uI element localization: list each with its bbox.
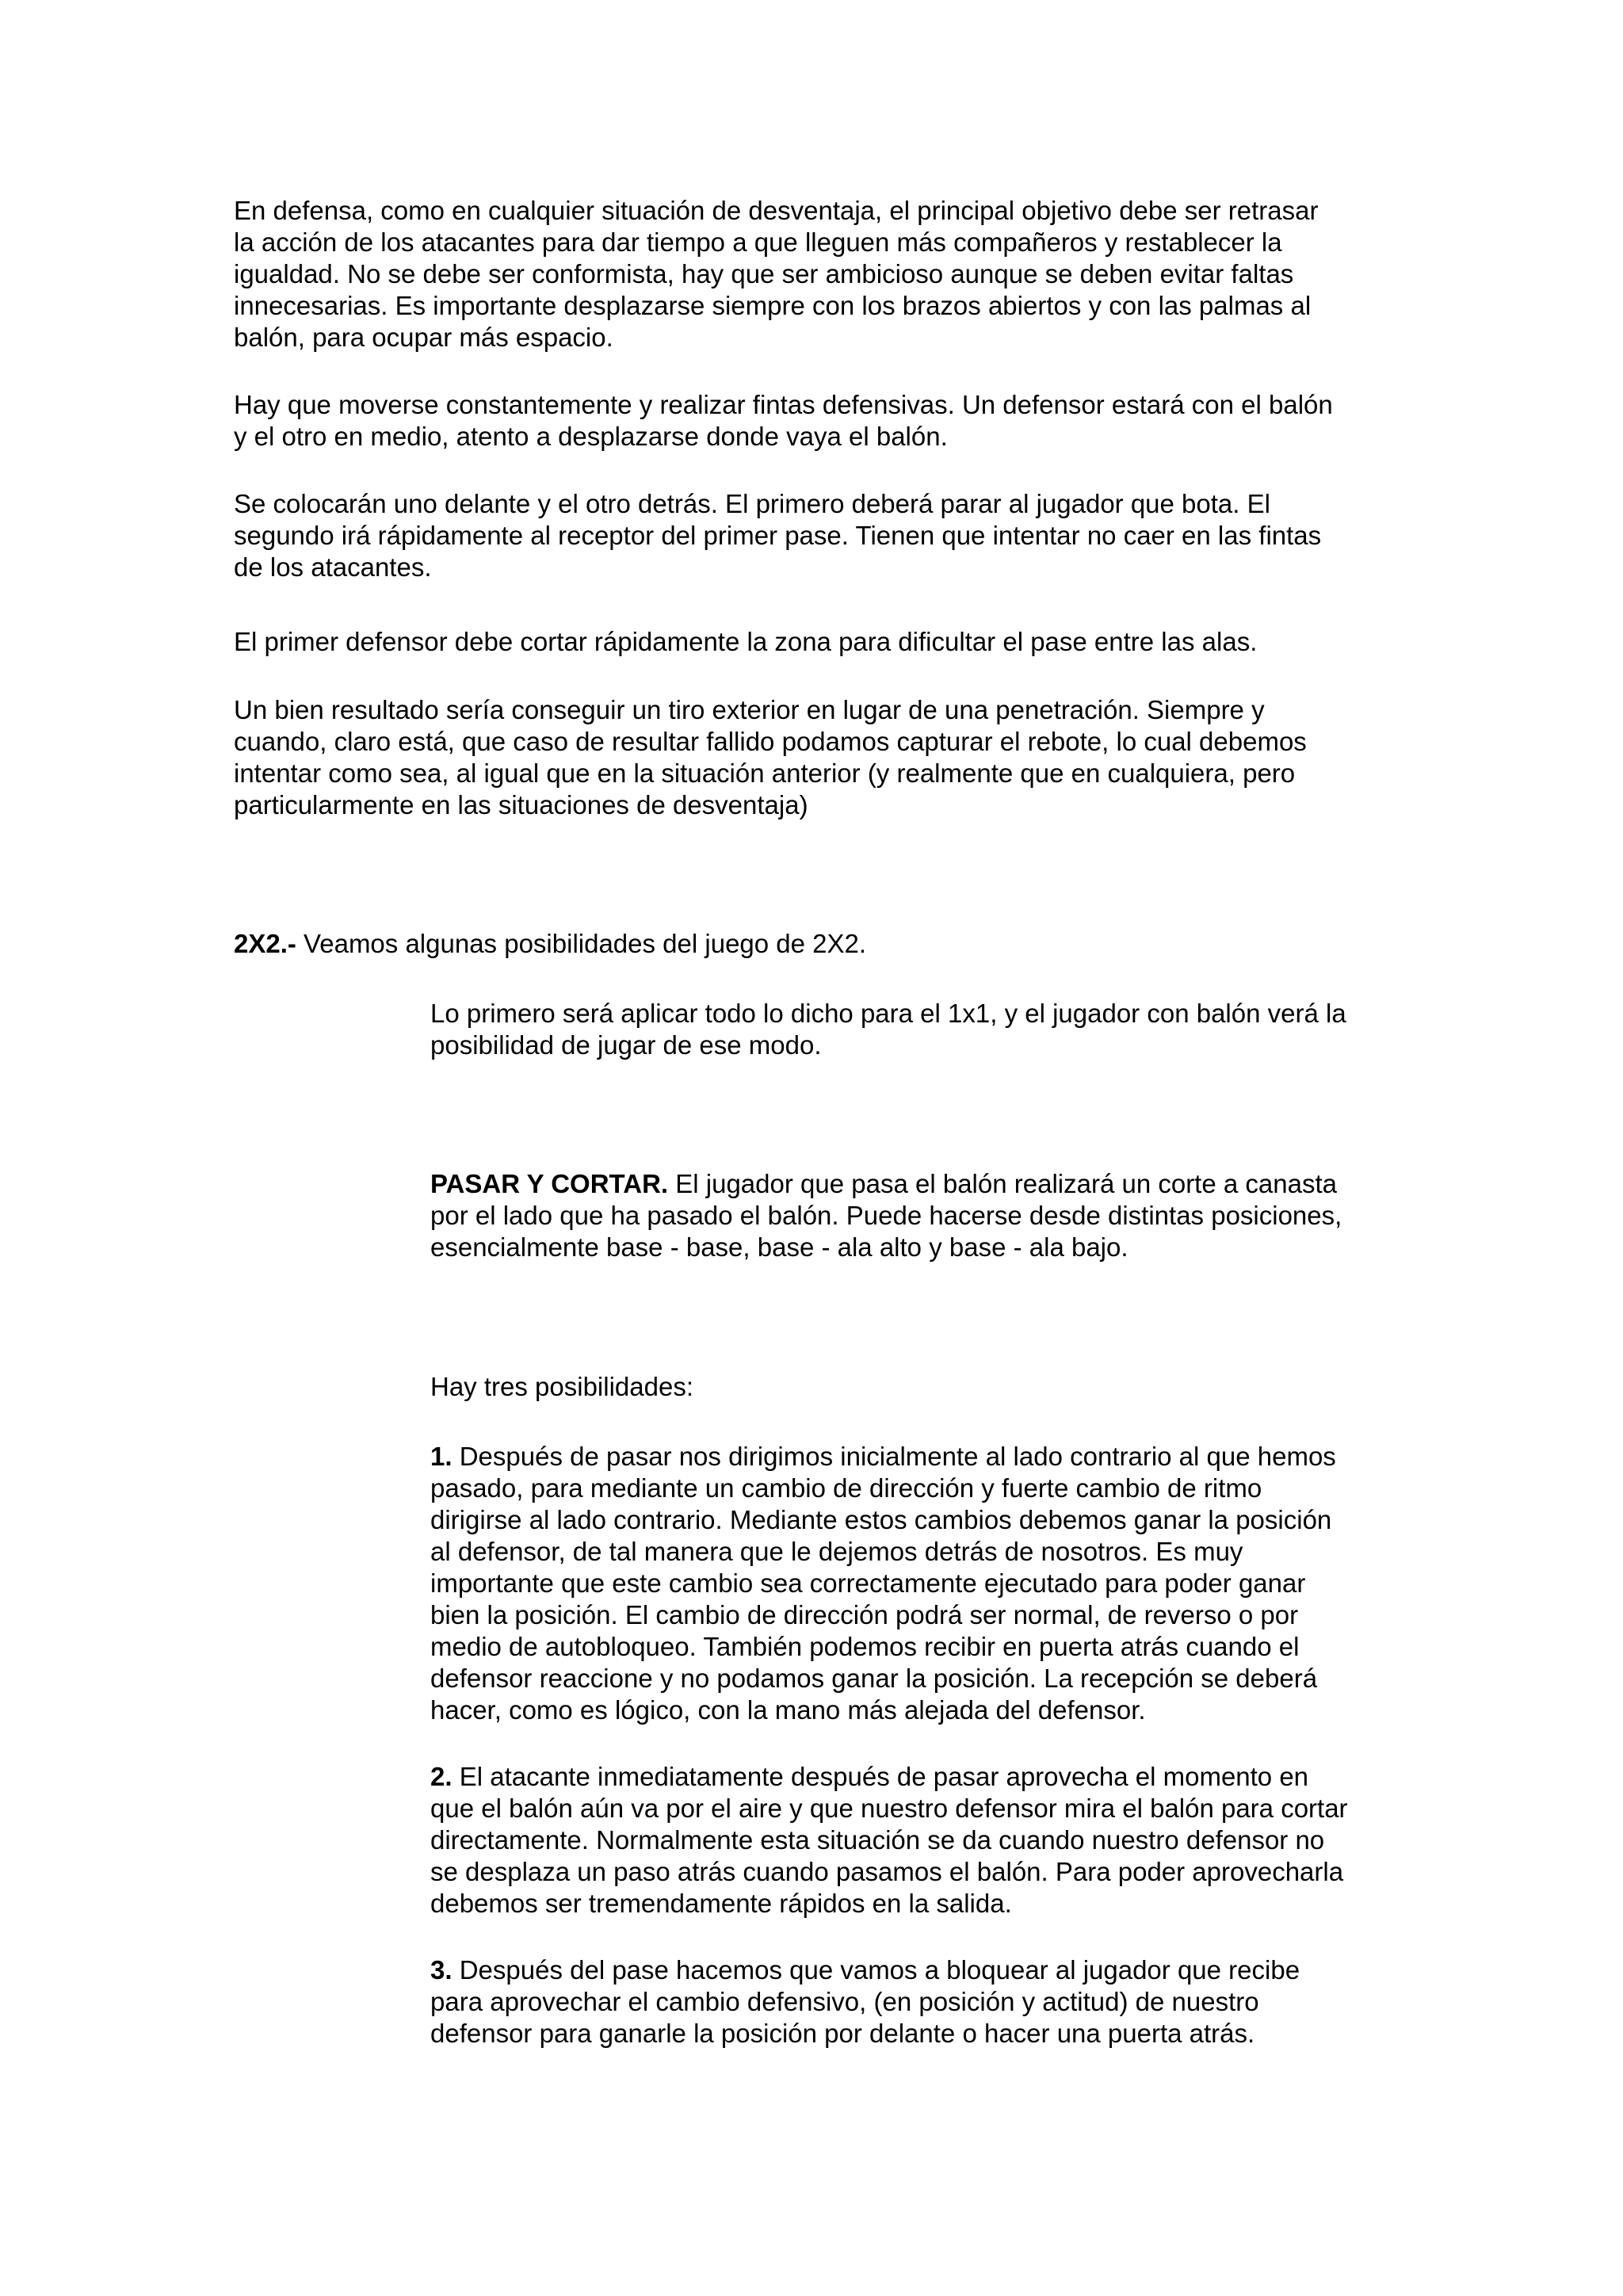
heading-2x2-text: Veamos algunas posibilidades del juego de 2X2. xyxy=(296,929,867,958)
list-item-2 xyxy=(430,1761,1397,1920)
paragraph-pasar-y-cortar xyxy=(430,1168,1397,1263)
list-item-1 xyxy=(430,1441,1397,1726)
paragraph-tres-posibilidades: Hay tres posibilidades: xyxy=(430,1372,693,1401)
heading-2x2-label: 2X2.- xyxy=(234,929,296,958)
list-item-3-number: 3. xyxy=(430,1955,453,1985)
paragraph-first-defender: El primer defensor debe cortar rápidamente la zona para dificultar el pase entre las alas. xyxy=(234,627,1258,656)
pasar-y-cortar-label: PASAR Y CORTAR. xyxy=(430,1169,669,1198)
pasar-y-cortar-text: El jugador que pasa el balón realizará un corte a canasta por el lado que ha pasado el balón. Puede hacerse desde distintas posiciones, esencialmente base - base, base - ala alto y base - ala bajo. xyxy=(430,1169,1342,1262)
list-item-3 xyxy=(430,1954,1397,2050)
list-item-1-number: 1. xyxy=(430,1442,453,1471)
paragraph-2x2-intro: Lo primero será aplicar todo lo dicho para el 1x1, y el jugador con balón verá la posibilidad de jugar de ese modo. xyxy=(430,999,1346,1060)
paragraph-positioning: Se colocarán uno delante y el otro detrás. El primero deberá parar al jugador que bota. El segundo irá rápidamente al receptor del primer pase. Tienen que intentar no caer en las fintas de los atacantes. xyxy=(234,489,1322,582)
list-item-2-number: 2. xyxy=(430,1762,453,1791)
list-item-2-text: El atacante inmediatamente después de pasar aprovecha el momento en que el balón aún va por el aire y que nuestro defensor mira el balón para cortar directamente. Normalmente esta situación se da cuando nuestro defensor no se desplaza un paso atrás cuando pasamos el balón. Para poder aprovecharla debemos ser tremendamente rápidos en la salida. xyxy=(430,1762,1348,1918)
list-item-1-text: Después de pasar nos dirigimos inicialmente al lado contrario al que hemos pasado, para mediante un cambio de dirección y fuerte cambio de ritmo dirigirse al lado contrario. Mediante estos cambios debemos ganar la posición al defensor, de tal manera que le dejemos detrás de nosotros. Es muy importante que este cambio sea correctamente ejecutado para poder ganar bien la posición. El cambio de dirección podrá ser normal, de reverso o por medio de autobloqueo. También podemos recibir en puerta atrás cuando el defensor reaccione y no podamos ganar la posición. La recepción se deberá hacer, como es lógico, con la mano más alejada del defensor. xyxy=(430,1442,1336,1725)
list-item-3-text: Después del pase hacemos que vamos a bloquear al jugador que recibe para aprovechar el cambio defensivo, (en posición y actitud) de nuestro defensor para ganarle la posición por delante o hacer una puerta atrás. xyxy=(430,1955,1300,2048)
section-heading-2x2 xyxy=(234,928,1383,960)
paragraph-move-constantly: Hay que moverse constantemente y realizar fintas defensivas. Un defensor estará con el balón y el otro en medio, atento a desplazarse donde vaya el balón. xyxy=(234,390,1333,451)
paragraph-good-result: Un bien resultado sería conseguir un tiro exterior en lugar de una penetración. Siempre y cuando, claro está, que caso de resultar fallido podamos capturar el rebote, lo cual debemos intentar como sea, al igual que en la situación anterior (y realmente que en cualquiera, pero particularmente en las situaciones de desventaja) xyxy=(234,695,1307,819)
paragraph-defense-intro: En defensa, como en cualquier situación de desventaja, el principal objetivo debe ser retrasar la acción de los atacantes para dar tiempo a que lleguen más compañeros y restablecer la igualdad. No se debe ser conformista, hay que ser ambicioso aunque se deben evitar faltas innecesarias. Es importante desplazarse siempre con los brazos abiertos y con las palmas al balón, para ocupar más espacio. xyxy=(234,196,1319,352)
